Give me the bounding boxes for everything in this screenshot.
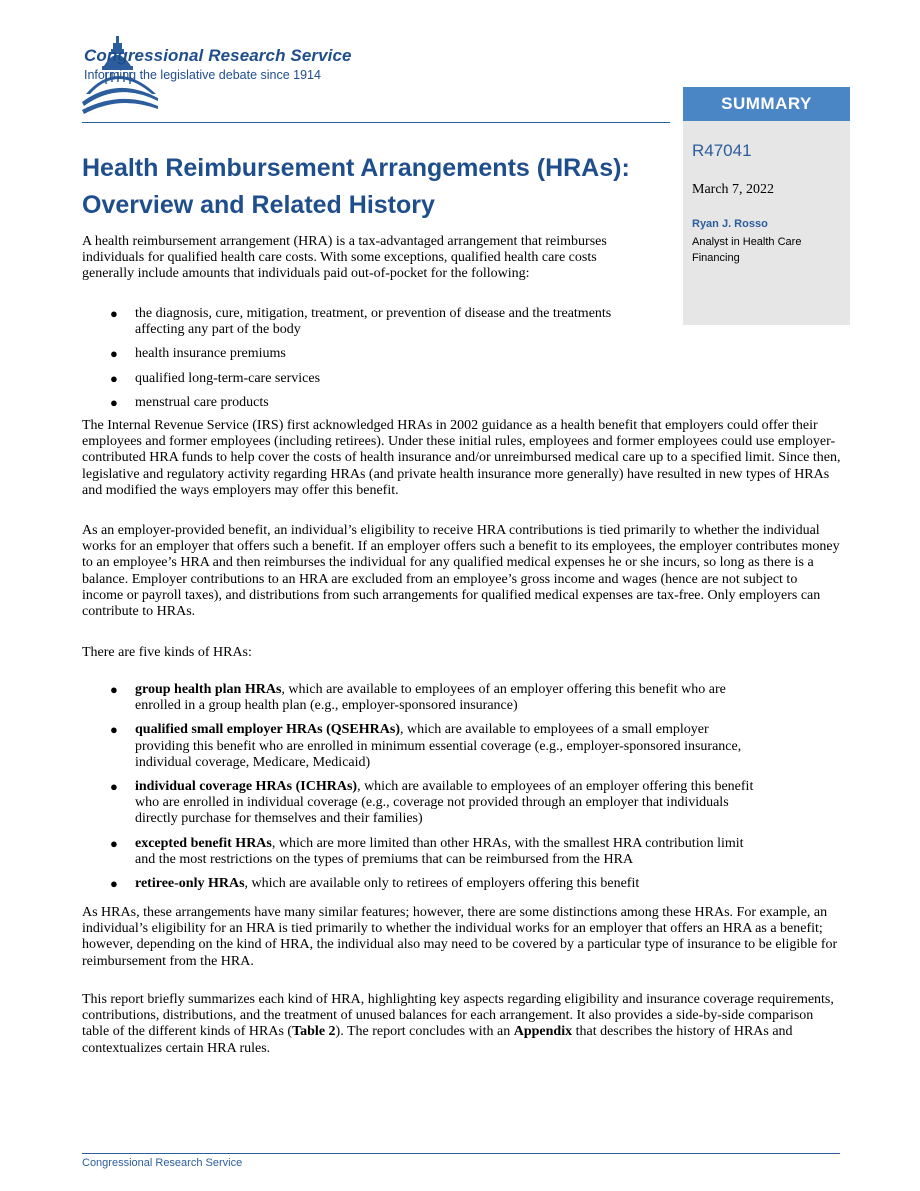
bullet-icon: ●: [110, 394, 118, 410]
appendix-reference[interactable]: Appendix: [513, 1024, 573, 1040]
list-item: ● menstrual care products: [110, 394, 269, 410]
report-date: March 7, 2022: [692, 182, 775, 197]
summary-label: SUMMARY: [683, 87, 850, 121]
irs-paragraph: The Internal Revenue Service (IRS) first acknowledged HRAs in 2002 guidance as a health benefit that employers could offer their employees and former employees (including retirees). Under these initial rules, employees and former employees could use employer-contributed HRA funds to help cover the costs of health insurance and/or unreimbursed medical care up to a specified limit. Since then, legislative and regulatory activity regarding HRAs (and private health insurance more generally) have resulted in new types of HRAs and modified the ways employers may offer this benefit.: [82, 418, 841, 498]
footer-divider: [82, 1153, 840, 1154]
summary-panel: [683, 87, 850, 325]
bullet-icon: ●: [110, 346, 118, 362]
report-title-line1: Health Reimbursement Arrangements (HRAs):: [82, 154, 630, 182]
similarities-paragraph: As HRAs, these arrangements have many similar features; however, there are some distinctions among these HRAs. For example, an individual’s eligibility for an HRA is tied primarily to whether the individual works for an employer that offers an HRA as a benefit; however, depending on the kind of HRA, the individual also may need to be covered by a particular type of insurance to be eligible for reimbursement from the HRA.: [82, 905, 838, 969]
bullet-icon: ●: [110, 722, 118, 738]
list-item: ● retiree-only HRAs, which are available only to retirees of employers offering this benefit: [110, 876, 640, 892]
org-name: Congressional Research Service: [84, 46, 352, 65]
intro-paragraph: A health reimbursement arrangement (HRA) is a tax-advantaged arrangement that reimburses individuals for qualified health care costs. With some exceptions, qualified health care costs generally include amounts that individuals paid out-of-pocket for the following:: [82, 234, 607, 282]
report-number: R47041: [692, 141, 752, 160]
org-tagline: Informing the legislative debate since 1914: [84, 68, 321, 82]
bullet-icon: ●: [110, 779, 118, 795]
cost-bullet-list: [82, 306, 654, 411]
header-divider: [82, 122, 670, 123]
author-name: Ryan J. Rosso: [692, 218, 768, 230]
table-2-reference[interactable]: Table 2: [292, 1024, 336, 1040]
list-item: ● individual coverage HRAs (ICHRAs), which are available to employees of an employer offering this benefit who are enrolled in individual coverage (e.g., coverage not provided through an employer that individuals directly purchase for themselves and their families): [110, 779, 754, 827]
footer-text: Congressional Research Service: [82, 1157, 243, 1169]
report-title: [82, 150, 682, 224]
hra-kinds-list: [82, 682, 762, 892]
author-title: Analyst in Health Care Financing: [692, 236, 802, 264]
five-kinds-intro: There are five kinds of HRAs:: [82, 645, 252, 660]
list-item: ● excepted benefit HRAs, which are more limited than other HRAs, with the smallest HRA contribution limit and the most restrictions on the types of premiums that can be reimbursed from the HRA: [110, 835, 744, 867]
list-item: ● qualified long-term-care services: [110, 370, 321, 386]
report-overview-paragraph: This report briefly summarizes each kind of HRA, highlighting key aspects regarding eligibility and insurance coverage requirements, contributions, distributions, and the treatment of unused balances for each arrangement. It also provides a side-by-side comparison table of the different kinds of HRAs (Table 2). The report concludes with an Appendix that describes the history of HRAs and contextualizes certain HRA rules.: [82, 992, 834, 1056]
bullet-icon: ●: [110, 306, 118, 321]
report-title-line2: Overview and Related History: [82, 191, 435, 219]
list-item: ● group health plan HRAs, which are available to employees of an employer offering this benefit who are enrolled in a group health plan (e.g., employer-sponsored insurance): [110, 682, 726, 714]
bullet-icon: ●: [110, 370, 118, 386]
employer-paragraph: As an employer-provided benefit, an individual’s eligibility to receive HRA contributions is tied primarily to whether the individual works for an employer that offers such a benefit. If an employer offers such a benefit to its employees, the employer contributes money to an employee’s HRA and then reimburses the individual for any qualified medical expenses he or she incurs, so long as there is a balance. Employer contributions to an HRA are excluded from an employee’s gross income and wages (hence are not subject to income or payroll taxes), and distributions from such arrangements for qualified medical expenses are tax-free. Only employers can contribute to HRAs.: [82, 523, 840, 620]
bullet-icon: ●: [110, 682, 118, 697]
list-item: ● qualified small employer HRAs (QSEHRAs), which are available to employees of a small employer providing this benefit who are enrolled in minimum essential coverage (e.g., employer-sponsored insurance, individual coverage, Medicare, Medicaid): [110, 722, 742, 770]
list-item: ● health insurance premiums: [110, 346, 286, 362]
bullet-icon: ●: [110, 876, 118, 892]
list-item: ● the diagnosis, cure, mitigation, treatment, or prevention of disease and the treatments affecting any part of the body: [110, 306, 612, 338]
bullet-icon: ●: [110, 835, 118, 851]
